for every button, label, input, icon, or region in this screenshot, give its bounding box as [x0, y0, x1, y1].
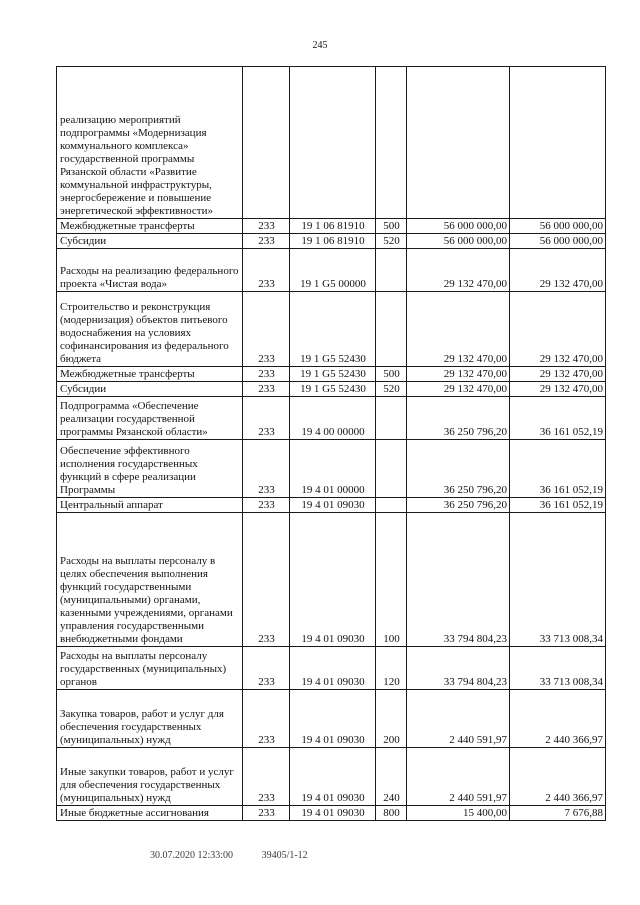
row-sum2-cell: 56 000 000,00	[510, 234, 606, 249]
row-sum2-cell: 2 440 366,97	[510, 748, 606, 806]
row-csr-cell: 19 4 01 09030	[290, 513, 376, 647]
row-csr-cell: 19 1 G5 52430	[290, 367, 376, 382]
row-csr-cell: 19 4 01 09030	[290, 690, 376, 748]
row-code-cell: 233	[243, 382, 290, 397]
row-vr-cell	[376, 67, 407, 219]
row-sum2-cell	[510, 67, 606, 219]
footer-document-id: 39405/1-12	[261, 850, 308, 861]
row-sum1-cell: 15 400,00	[407, 806, 510, 821]
footer-timestamp: 30.07.2020 12:33:00	[150, 850, 234, 861]
table-row	[57, 67, 606, 219]
row-code-cell: 233	[243, 292, 290, 367]
row-csr-cell: 19 4 00 00000	[290, 397, 376, 440]
row-code-cell: 233	[243, 440, 290, 498]
row-name-cell: Расходы на выплаты персоналу в целях обеспечения выполнения функций государственными (муниципальными) органами, казенными учреждениями, органами управления государственными внебюджетными фондами	[57, 513, 243, 647]
footer	[150, 850, 308, 861]
row-vr-cell	[376, 292, 407, 367]
row-sum1-cell: 2 440 591,97	[407, 748, 510, 806]
row-sum1-cell: 36 250 796,20	[407, 397, 510, 440]
row-sum2-cell: 29 132 470,00	[510, 367, 606, 382]
row-sum1-cell	[407, 67, 510, 219]
row-vr-cell	[376, 498, 407, 513]
row-name-cell: Расходы на реализацию федерального проекта «Чистая вода»	[57, 249, 243, 292]
row-csr-cell: 19 4 01 09030	[290, 806, 376, 821]
row-name-cell: Расходы на выплаты персоналу государственных (муниципальных) органов	[57, 647, 243, 690]
row-name-cell: Субсидии	[57, 382, 243, 397]
row-name-cell: Межбюджетные трансферты	[57, 219, 243, 234]
page-number: 245	[312, 40, 328, 51]
row-csr-cell: 19 1 G5 52430	[290, 292, 376, 367]
row-sum1-cell: 36 250 796,20	[407, 498, 510, 513]
row-sum1-cell: 2 440 591,97	[407, 690, 510, 748]
row-vr-cell: 520	[376, 234, 407, 249]
row-code-cell: 233	[243, 748, 290, 806]
row-sum2-cell: 29 132 470,00	[510, 249, 606, 292]
row-csr-cell: 19 1 06 81910	[290, 219, 376, 234]
row-sum2-cell: 36 161 052,19	[510, 498, 606, 513]
row-sum2-cell: 56 000 000,00	[510, 219, 606, 234]
row-sum1-cell: 29 132 470,00	[407, 367, 510, 382]
row-sum1-cell: 33 794 804,23	[407, 647, 510, 690]
row-sum2-cell: 33 713 008,34	[510, 513, 606, 647]
row-vr-cell: 100	[376, 513, 407, 647]
row-code-cell: 233	[243, 397, 290, 440]
budget-table	[56, 66, 606, 821]
row-name-cell: Субсидии	[57, 234, 243, 249]
row-csr-cell: 19 4 01 09030	[290, 748, 376, 806]
row-csr-cell: 19 1 G5 52430	[290, 382, 376, 397]
table-row	[57, 292, 606, 367]
row-name-cell: Строительство и реконструкция (модернизация) объектов питьевого водоснабжения на условиях софинансирования из федерального бюджета	[57, 292, 243, 367]
table-row	[57, 498, 606, 513]
row-sum1-cell: 33 794 804,23	[407, 513, 510, 647]
row-csr-cell: 19 1 G5 00000	[290, 249, 376, 292]
table-row	[57, 440, 606, 498]
row-vr-cell: 800	[376, 806, 407, 821]
row-code-cell: 233	[243, 513, 290, 647]
table-row	[57, 690, 606, 748]
row-vr-cell: 520	[376, 382, 407, 397]
row-name-cell: Обеспечение эффективного исполнения государственных функций в сфере реализации Программы	[57, 440, 243, 498]
row-name-cell: Межбюджетные трансферты	[57, 367, 243, 382]
row-sum2-cell: 2 440 366,97	[510, 690, 606, 748]
table-row	[57, 219, 606, 234]
table-row	[57, 382, 606, 397]
table-row	[57, 647, 606, 690]
row-csr-cell: 19 4 01 00000	[290, 440, 376, 498]
row-code-cell: 233	[243, 219, 290, 234]
table-row	[57, 397, 606, 440]
table-row	[57, 513, 606, 647]
row-code-cell	[243, 67, 290, 219]
row-sum1-cell: 29 132 470,00	[407, 292, 510, 367]
row-vr-cell: 200	[376, 690, 407, 748]
row-csr-cell: 19 4 01 09030	[290, 498, 376, 513]
row-vr-cell	[376, 440, 407, 498]
table-row	[57, 367, 606, 382]
row-code-cell: 233	[243, 234, 290, 249]
row-sum2-cell: 29 132 470,00	[510, 382, 606, 397]
row-name-cell: Закупка товаров, работ и услуг для обеспечения государственных (муниципальных) нужд	[57, 690, 243, 748]
row-vr-cell: 500	[376, 219, 407, 234]
table-row	[57, 234, 606, 249]
row-sum1-cell: 36 250 796,20	[407, 440, 510, 498]
row-vr-cell: 240	[376, 748, 407, 806]
row-sum2-cell: 36 161 052,19	[510, 440, 606, 498]
row-sum2-cell: 33 713 008,34	[510, 647, 606, 690]
row-sum1-cell: 29 132 470,00	[407, 249, 510, 292]
row-name-cell: Иные бюджетные ассигнования	[57, 806, 243, 821]
row-name-cell: реализацию мероприятий подпрограммы «Модернизация коммунального комплекса» государственной программы Рязанской области «Развитие коммунальной инфраструктуры, энергосбережение и повышение энергетической эффективности»	[57, 67, 243, 219]
row-sum1-cell: 29 132 470,00	[407, 382, 510, 397]
row-code-cell: 233	[243, 498, 290, 513]
table-row	[57, 806, 606, 821]
row-sum1-cell: 56 000 000,00	[407, 234, 510, 249]
row-name-cell: Центральный аппарат	[57, 498, 243, 513]
row-code-cell: 233	[243, 367, 290, 382]
row-code-cell: 233	[243, 690, 290, 748]
table-row	[57, 748, 606, 806]
row-code-cell: 233	[243, 249, 290, 292]
table-row	[57, 249, 606, 292]
row-sum2-cell: 29 132 470,00	[510, 292, 606, 367]
row-csr-cell	[290, 67, 376, 219]
row-code-cell: 233	[243, 647, 290, 690]
row-name-cell: Иные закупки товаров, работ и услуг для обеспечения государственных (муниципальных) нужд	[57, 748, 243, 806]
row-sum1-cell: 56 000 000,00	[407, 219, 510, 234]
row-csr-cell: 19 4 01 09030	[290, 647, 376, 690]
row-name-cell: Подпрограмма «Обеспечение реализации государственной программы Рязанской области»	[57, 397, 243, 440]
row-vr-cell	[376, 397, 407, 440]
row-vr-cell: 500	[376, 367, 407, 382]
row-sum2-cell: 7 676,88	[510, 806, 606, 821]
row-vr-cell: 120	[376, 647, 407, 690]
row-vr-cell	[376, 249, 407, 292]
row-csr-cell: 19 1 06 81910	[290, 234, 376, 249]
row-sum2-cell: 36 161 052,19	[510, 397, 606, 440]
row-code-cell: 233	[243, 806, 290, 821]
